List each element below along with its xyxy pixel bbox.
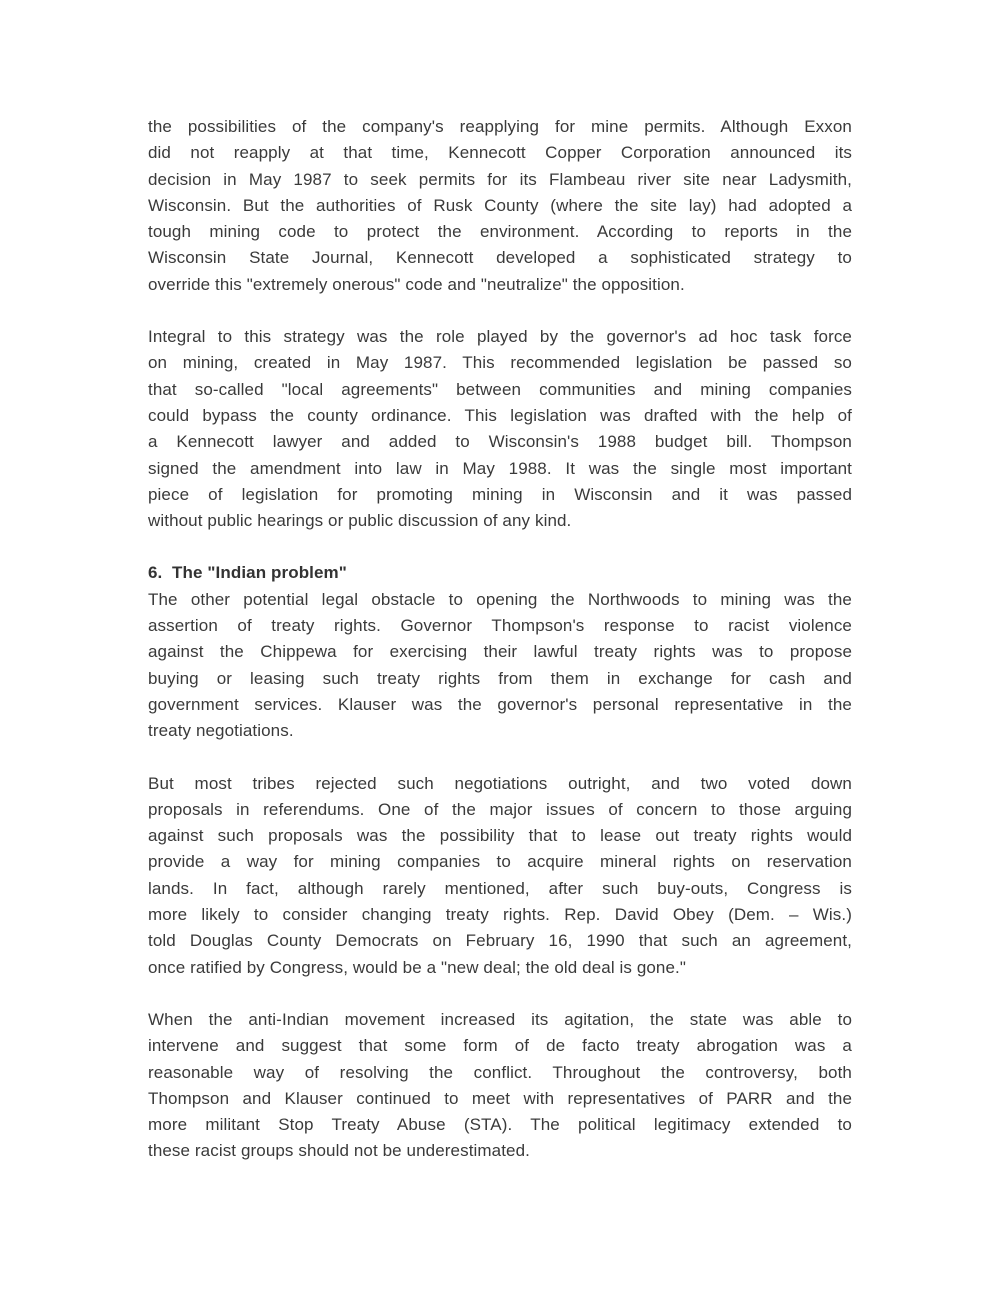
- text-line: decision in May 1987 to seek permits for its Flambeau river site near Ladysmith,: [148, 169, 852, 189]
- text-line: piece of legislation for promoting mining in Wisconsin and it was passed: [148, 484, 852, 504]
- text-line: But most tribes rejected such negotiations outright, and two voted down: [148, 773, 852, 793]
- text-line: on mining, created in May 1987. This recommended legislation be passed so: [148, 353, 852, 373]
- paragraph: [148, 114, 852, 298]
- text-line: lands. In fact, although rarely mentioned, after such buy-outs, Congress is: [148, 878, 852, 898]
- text-line: Wisconsin. But the authorities of Rusk County (where the site lay) had adopted a: [148, 195, 852, 215]
- text-line: proposals in referendums. One of the major issues of concern to those arguing: [148, 799, 852, 819]
- text-block: [148, 114, 852, 1165]
- text-line: told Douglas County Democrats on February 16, 1990 that such an agreement,: [148, 931, 852, 951]
- text-line: did not reapply at that time, Kennecott Copper Corporation announced its: [148, 143, 852, 163]
- text-line: more likely to consider changing treaty rights. Rep. David Obey (Dem. – Wis.): [148, 905, 852, 925]
- text-line: buying or leasing such treaty rights from them in exchange for cash and: [148, 668, 852, 688]
- text-line: reasonable way of resolving the conflict. Throughout the controversy, both: [148, 1062, 852, 1082]
- text-line: could bypass the county ordinance. This legislation was drafted with the help of: [148, 405, 852, 425]
- paragraph: [148, 771, 852, 981]
- text-line: Integral to this strategy was the role played by the governor's ad hoc task force: [148, 327, 852, 347]
- section-heading: 6. The "Indian problem": [148, 563, 347, 583]
- paragraph: [148, 324, 852, 534]
- text-line: override this "extremely onerous" code and "neutralize" the opposition.: [148, 274, 685, 294]
- text-line: When the anti-Indian movement increased its agitation, the state was able to: [148, 1009, 852, 1029]
- text-line: without public hearings or public discussion of any kind.: [148, 511, 572, 531]
- text-line: the possibilities of the company's reapplying for mine permits. Although Exxon: [148, 117, 852, 136]
- text-line: tough mining code to protect the environment. According to reports in the: [148, 222, 852, 242]
- text-line: signed the amendment into law in May 1988. It was the single most important: [148, 458, 852, 478]
- text-line: against such proposals was the possibility that to lease out treaty rights would: [148, 826, 852, 846]
- text-line: intervene and suggest that some form of de facto treaty abrogation was a: [148, 1036, 852, 1056]
- text-line: provide a way for mining companies to acquire mineral rights on reservation: [148, 852, 852, 872]
- text-line: these racist groups should not be underestimated.: [148, 1141, 530, 1161]
- text-line: more militant Stop Treaty Abuse (STA). The political legitimacy extended to: [148, 1115, 852, 1135]
- paragraph: [148, 1007, 852, 1165]
- text-line: against the Chippewa for exercising their lawful treaty rights was to propose: [148, 642, 852, 662]
- text-line: The other potential legal obstacle to opening the Northwoods to mining was the: [148, 589, 852, 609]
- text-line: a Kennecott lawyer and added to Wisconsin's 1988 budget bill. Thompson: [148, 432, 852, 452]
- text-line: Wisconsin State Journal, Kennecott developed a sophisticated strategy to: [148, 248, 852, 268]
- text-line: that so-called "local agreements" between communities and mining companies: [148, 379, 852, 399]
- text-line: treaty negotiations.: [148, 721, 294, 741]
- text-line: government services. Klauser was the governor's personal representative in the: [148, 694, 852, 714]
- text-line: Thompson and Klauser continued to meet with representatives of PARR and the: [148, 1088, 852, 1108]
- paragraph: [148, 587, 852, 745]
- text-line: once ratified by Congress, would be a "new deal; the old deal is gone.": [148, 957, 687, 977]
- text-line: assertion of treaty rights. Governor Thompson's response to racist violence: [148, 616, 852, 636]
